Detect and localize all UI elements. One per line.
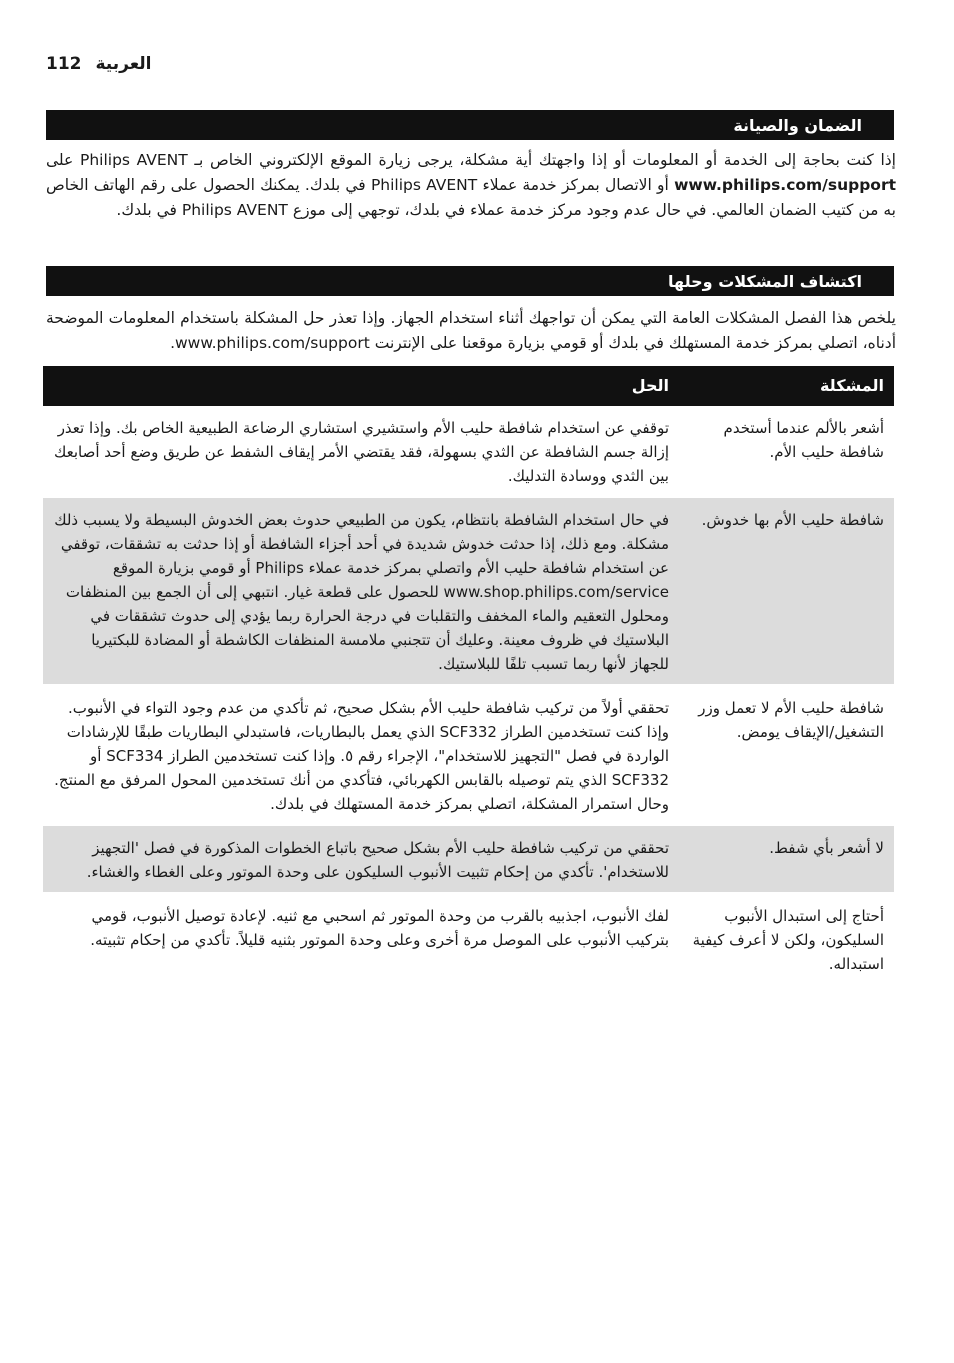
warranty-text-start: إذا كنت بحاجة إلى الخدمة أو المعلومات أو إذا واجهتك أية مشكلة، يرجى زيارة الموقع الإلكتروني الخاص بـ Philips AVENT على bbox=[46, 151, 896, 169]
header-solution: الحل bbox=[43, 366, 679, 406]
troubleshooting-support-link[interactable]: www.philips.com/support bbox=[175, 334, 370, 352]
troubleshooting-paragraph bbox=[46, 306, 896, 356]
table-row bbox=[43, 893, 894, 984]
table-row bbox=[43, 825, 894, 893]
solution-cell: لفك الأنبوب، اجذبيه بالقرب من وحدة الموتور ثم اسحبي مع ثنيه. لإعادة توصيل الأنبوب، قومي بتركيب الأنبوب على الموصل مرة أخرى وعلى وحدة الموتور بثنيه قليلاً. تأكدي من إحكام تثبيته. bbox=[43, 893, 679, 984]
warranty-paragraph bbox=[46, 148, 896, 223]
page-number: 112 bbox=[46, 54, 82, 74]
table-header-row bbox=[43, 366, 894, 406]
header-problem: المشكلة bbox=[679, 366, 894, 406]
table-row bbox=[43, 406, 894, 497]
problem-cell: أشعر بالألم عندما أستخدم شافطة حليب الأم. bbox=[723, 419, 884, 461]
problem-cell: لا أشعر بأي شفط. bbox=[679, 825, 894, 893]
problem-cell: شافطة حليب الأم لا تعمل وزر التشغيل/الإيقاف يومض. bbox=[679, 685, 894, 825]
warranty-text-end: أو الاتصال بمركز خدمة عملاء Philips AVENT في بلدك. يمكنك الحصول على رقم الهاتف الخاص به من كتيب الضمان العالمي. في حال عدم وجود مركز خدمة عملاء في بلدك، توجهي إلى موزع Philips AVENT في بلدك. bbox=[46, 176, 896, 219]
solution-cell: توقفي عن استخدام شافطة حليب الأم واستشيري استشاري الرضاعة الطبيعية الخاص بك. وإذا تعذر إزالة جسم الشافطة عن الثدي بسهولة، فقد يقتضي الأمر إيقاف الشفط عن طريق وضع أحد أصابعك بين الثدي ووسادة التدليك. bbox=[53, 419, 669, 485]
troubleshooting-table bbox=[43, 366, 894, 984]
troubleshooting-text: يلخص هذا الفصل المشكلات العامة التي يمكن أن تواجهك أثناء استخدام الجهاز. وإذا تعذر حل المشكلة باستخدام المعلومات الموضحة أدناه، اتصلي بمركز خدمة المستهلك في بلدك أو قومي بزيارة موقعنا على الإنترنت bbox=[46, 309, 896, 352]
problem-cell: شافطة حليب الأم بها خدوش. bbox=[679, 497, 894, 685]
table-row bbox=[43, 497, 894, 685]
solution-cell: تحققي أولاً من تركيب شافطة حليب الأم بشكل صحيح، ثم تأكدي من عدم وجود التواء في الأنبوب. وإذا كنت تستخدمين الطراز SCF332 الذي يعمل بالبطاريات، فاستبدلي البطاريات طبقًا للإرشادات الواردة في فصل "التجهيز للاستخدام"، الإجراء رقم ٥. وإذا كنت تستخدمين الطراز SCF334 أو SCF332 الذي يتم توصيله بالقابس الكهربائي، فتأكدي من أنك تستخدمين المحول المرفق مع المنتج. وحال استمرار المشكلة، اتصلي بمركز خدمة المستهلك في بلدك. bbox=[43, 685, 679, 825]
table-row bbox=[43, 685, 894, 825]
solution-cell: تحققي من تركيب شافطة حليب الأم بشكل صحيح باتباع الخطوات المذكورة في فصل 'التجهيز للاستخدام'. تأكدي من إحكام تثبيت الأنبوب السليكون على وحدة الموتور وعلى الغطاء والغشاء. bbox=[43, 825, 679, 893]
page-header bbox=[46, 54, 152, 74]
page-language: العربية bbox=[95, 54, 152, 74]
problem-cell: أحتاج إلى استبدال الأنبوب السليكون، ولكن لا أعرف كيفية استبداله. bbox=[679, 893, 894, 984]
solution-cell: في حال استخدام الشافطة بانتظام، يكون من الطبيعي حدوث بعض الخدوش البسيطة ولا يسبب ذلك مشكلة. ومع ذلك، إذا حدثت خدوش شديدة في أحد أجزاء الشافطة أو إذا حدثت به تشققات، توقفي عن استخدام شافطة حليب الأم واتصلي بمركز خدمة عملاء Philips أو قومي بزيارة الموقع www.shop.philips.com/service للحصول على قطعة غيار. انتبهي إلى أن الجمع بين المنظفات ومحلول التعقيم والماء المخفف والتقلبات في درجة الحرارة ربما يؤدي إلى حدوث تشققات في البلاستيك في ظروف معينة. وعليك أن تتجنبي ملامسة المنظفات الكاشطة أو المضادة للبكتيريا للجهاز لأنها ربما تسبب تلفًا للبلاستيك. bbox=[43, 497, 679, 685]
troubleshooting-text-end: . bbox=[170, 334, 175, 352]
section-title-troubleshooting: اكتشاف المشكلات وحلها bbox=[46, 266, 894, 296]
support-link[interactable]: www.philips.com/support bbox=[674, 176, 896, 194]
section-title-warranty: الضمان والصيانة bbox=[46, 110, 894, 140]
